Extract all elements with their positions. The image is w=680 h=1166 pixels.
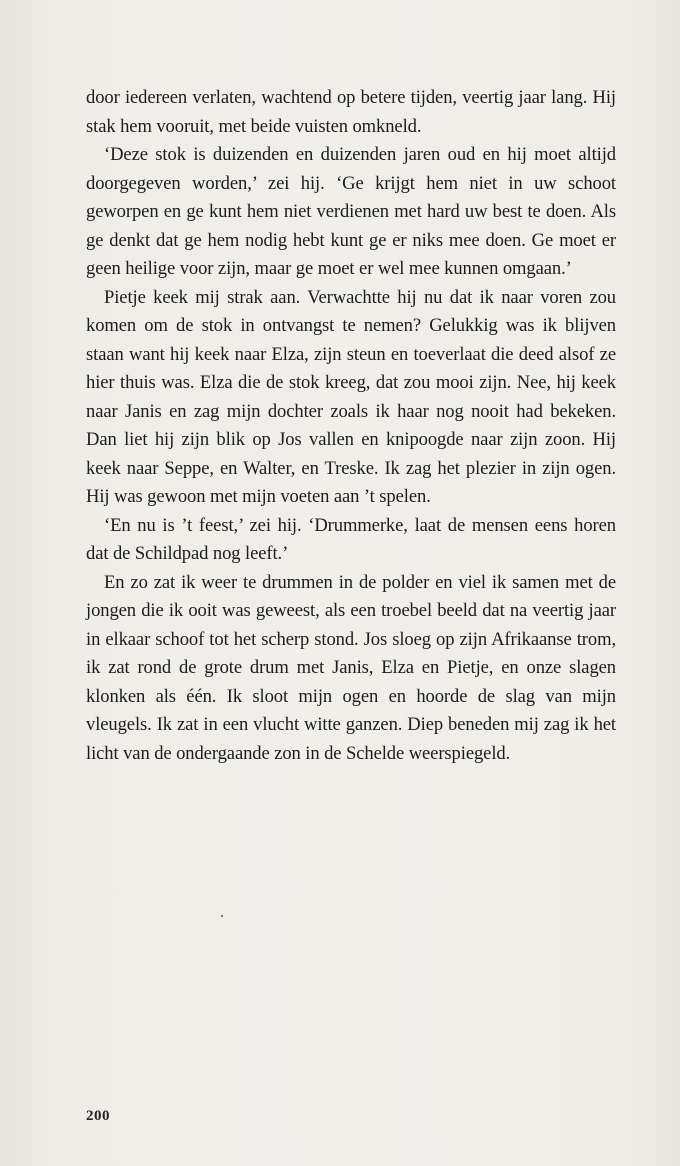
page-number: 200 bbox=[86, 1108, 110, 1124]
paragraph-1: door iedereen verlaten, wachtend op betere tijden, veertig jaar lang. Hij stak hem vooruit, met beide vuisten omkneld. bbox=[86, 87, 616, 137]
paragraph-2: ‘Deze stok is duizenden en duizenden jaren oud en hij moet altijd doorgegeven worden,’ zei hij. ‘Ge krijgt hem niet in uw schoot geworpen en ge kunt hem niet verdienen met hard uw best te doen. Als ge denkt dat ge hem nodig hebt kunt ge er niks mee doen. Ge moet er geen heilige voor zijn, maar ge moet er wel mee kunnen omgaan.’ bbox=[86, 144, 616, 279]
paragraph-3: Pietje keek mij strak aan. Verwachtte hij nu dat ik naar voren zou komen om de stok in ontvangst te nemen? Gelukkig was ik blijven staan want hij keek naar Elza, zijn steun en toeverlaat die deed alsof ze hier thuis was. Elza die de stok kreeg, dat zou mooi zijn. Nee, hij keek naar Janis en zag mijn dochter zoals ik haar nog nooit had bekeken. Dan liet hij zijn blik op Jos vallen en knipoogde naar zijn zoon. Hij keek naar Seppe, en Walter, en Treske. Ik zag het plezier in zijn ogen. Hij was gewoon met mijn voeten aan ’t spelen. bbox=[86, 286, 616, 507]
paragraph-5: En zo zat ik weer te drummen in de polder en viel ik samen met de jongen die ik ooit was geweest, als een troebel beeld dat na veertig jaar in elkaar schoof tot het scherp stond. Jos sloeg op zijn Afrikaanse trom, ik zat rond de grote drum met Janis, Elza en Pietje, en onze slagen klonken als één. Ik sloot mijn ogen en hoorde de slag van mijn vleugels. Ik zat in een vlucht witte ganzen. Diep beneden mij zag ik het licht van de ondergaande zon in de Schelde weerspiegeld. bbox=[86, 571, 616, 764]
paper-speck bbox=[221, 915, 223, 917]
body-text bbox=[86, 84, 616, 768]
paragraph-4: ‘En nu is ’t feest,’ zei hij. ‘Drummerke, laat de mensen eens horen dat de Schildpad nog leeft.’ bbox=[86, 514, 616, 564]
